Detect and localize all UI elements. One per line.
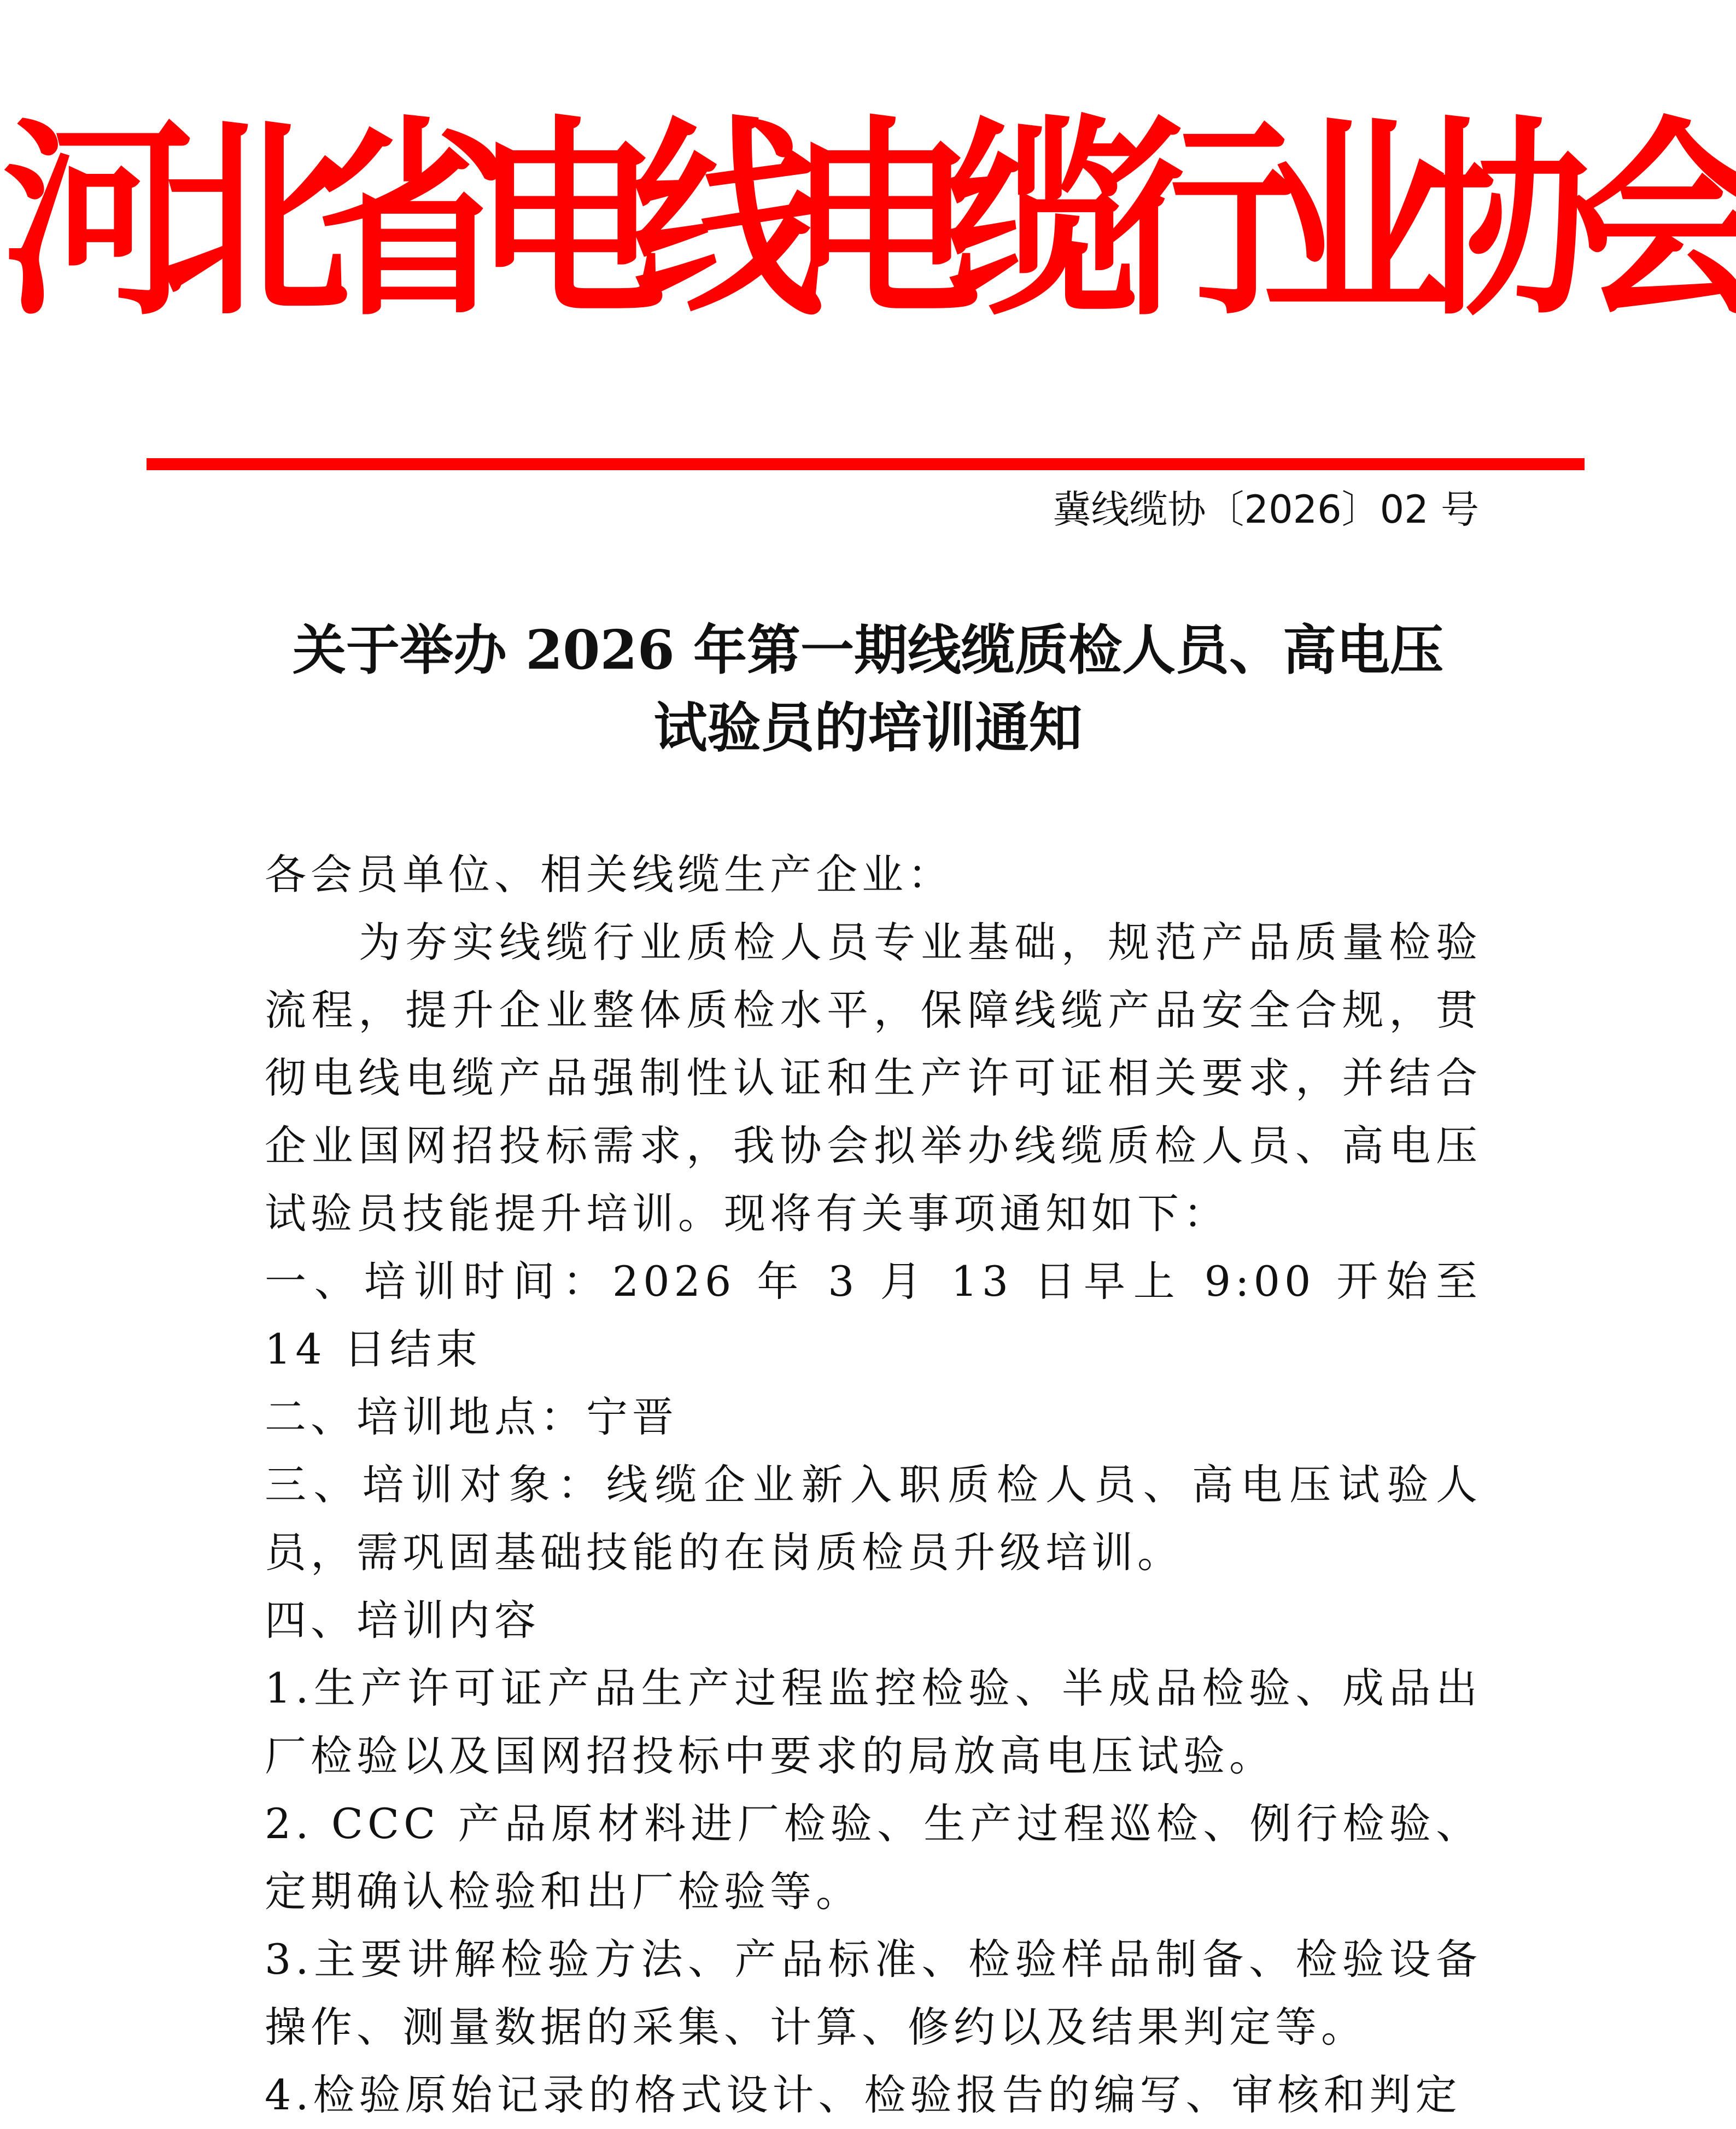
- notice-body: [265, 841, 1482, 2129]
- content-item: 4.检验原始记录的格式设计、检验报告的编写、审核和判定: [265, 2070, 1462, 2119]
- salutation: 各会员单位、相关线缆生产企业：: [265, 850, 954, 899]
- training-location: 二、培训地点：宁晋: [265, 1393, 678, 1441]
- training-content-heading: 四、培训内容: [265, 1596, 540, 1645]
- red-divider-line: [147, 458, 1585, 470]
- content-item: 1.生产许可证产品生产过程监控检验、半成品检验、成品出厂检验以及国网招投标中要求的局放高电压试验。: [265, 1664, 1482, 1780]
- document-number: 冀线缆协〔2026〕02 号: [1053, 487, 1479, 532]
- training-time: 一、培训时间：2026 年 3 月 13 日早上 9:00 开始至 14 日结束: [265, 1257, 1482, 1373]
- document-title-line-2: 试验员的培训通知: [653, 697, 1083, 759]
- training-audience: 三、培训对象：线缆企业新入职质检人员、高电压试验人员，需巩固基础技能的在岗质检员升级培训。: [265, 1460, 1482, 1577]
- content-item: 3.主要讲解检验方法、产品标准、检验样品制备、检验设备操作、测量数据的采集、计算、修约以及结果判定等。: [265, 1935, 1482, 2051]
- intro-paragraph: 为夯实线缆行业质检人员专业基础，规范产品质量检验流程，提升企业整体质检水平，保障线缆产品安全合规，贯彻电线电缆产品强制性认证和生产许可证相关要求，并结合企业国网招投标需求，我协会拟举办线缆质检人员、高电压试验员技能提升培训。现将有关事项通知如下：: [265, 918, 1482, 1238]
- content-item: 2. CCC 产品原材料进厂检验、生产过程巡检、例行检验、定期确认检验和出厂检验等。: [265, 1799, 1482, 1916]
- masthead-organization-name: 河北省电线电缆行业协会: [2, 98, 1734, 344]
- document-title-line-1: 关于举办 2026 年第一期线缆质检人员、高电压: [293, 619, 1443, 682]
